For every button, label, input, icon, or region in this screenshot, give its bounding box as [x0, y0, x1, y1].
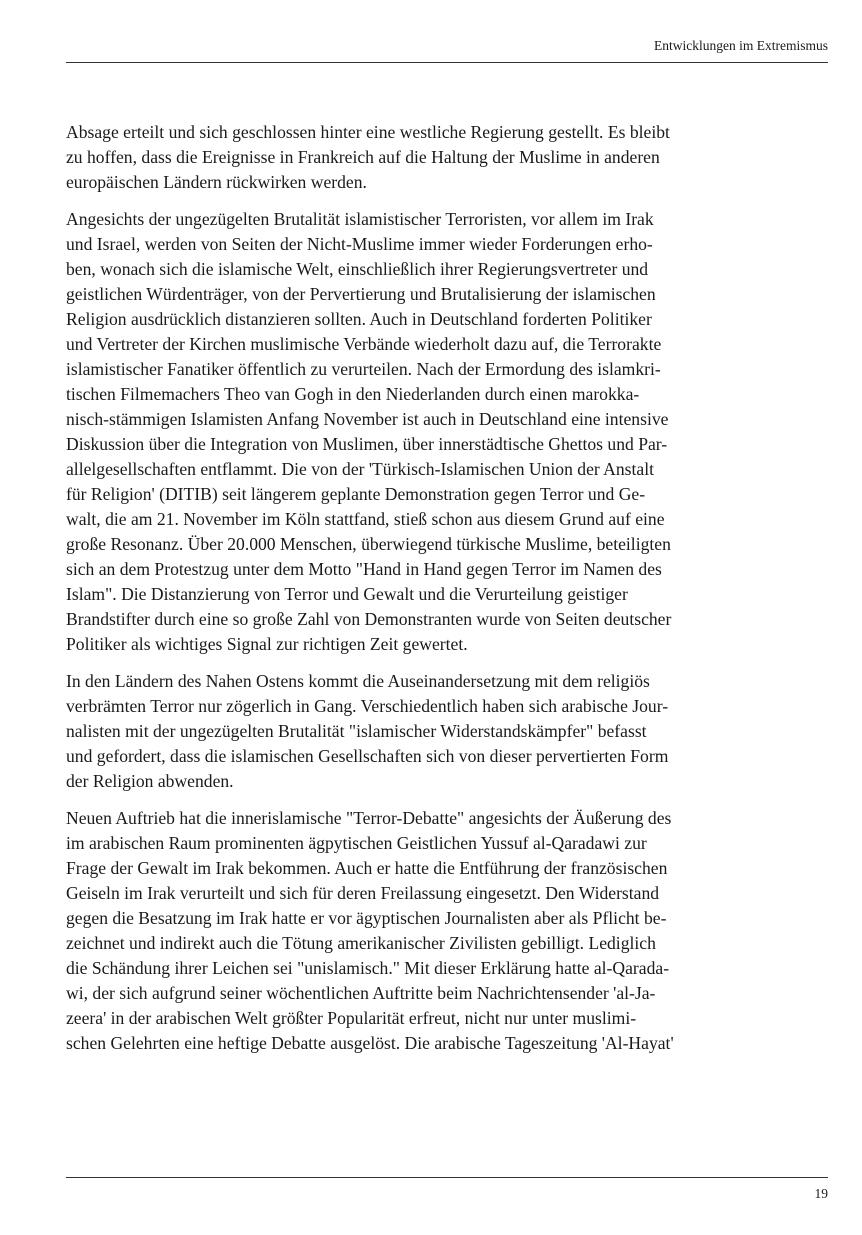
text-line: nalisten mit der ungezügelten Brutalität "islamischer Widerstandskämpfer" befasst [66, 721, 647, 741]
text-line: zeera' in der arabischen Welt größter Popularität erfreut, nicht nur unter muslimi- [66, 1008, 637, 1028]
text-line: und gefordert, dass die islamischen Gesellschaften sich von dieser pervertierten Form [66, 746, 669, 766]
text-line: gegen die Besatzung im Irak hatte er vor ägyptischen Journalisten aber als Pflicht be- [66, 908, 667, 928]
text-line: der Religion abwenden. [66, 771, 234, 791]
paragraph [66, 806, 776, 1056]
text-line: Neuen Auftrieb hat die innerislamische "Terror-Debatte" angesichts der Äußerung des [66, 808, 672, 828]
running-header-title: Entwicklungen im Extremismus [654, 38, 828, 53]
text-line: europäischen Ländern rückwirken werden. [66, 172, 367, 192]
text-line: Politiker als wichtiges Signal zur richtigen Zeit gewertet. [66, 634, 468, 654]
paragraph [66, 120, 776, 195]
text-line: walt, die am 21. November im Köln stattfand, stieß schon aus diesem Grund auf eine [66, 509, 665, 529]
text-line: sich an dem Protestzug unter dem Motto "Hand in Hand gegen Terror im Namen des [66, 559, 662, 579]
text-line: Angesichts der ungezügelten Brutalität islamistischer Terroristen, vor allem im Irak [66, 209, 654, 229]
body-text [66, 120, 776, 1068]
text-line: im arabischen Raum prominenten ägpytischen Geistlichen Yussuf al-Qaradawi zur [66, 833, 647, 853]
text-line: tischen Filmemachers Theo van Gogh in den Niederlanden durch einen marokka- [66, 384, 640, 404]
text-line: große Resonanz. Über 20.000 Menschen, überwiegend türkische Muslime, beteiligten [66, 534, 671, 554]
text-line: islamistischer Fanatiker öffentlich zu verurteilen. Nach der Ermordung des islamkri- [66, 359, 661, 379]
paragraph [66, 207, 776, 657]
paragraph [66, 669, 776, 794]
text-line: Absage erteilt und sich geschlossen hinter eine westliche Regierung gestellt. Es bleibt [66, 122, 670, 142]
text-line: geistlichen Würdenträger, von der Pervertierung und Brutalisierung der islamischen [66, 284, 656, 304]
header-rule [66, 62, 828, 63]
footer-rule [66, 1177, 828, 1178]
text-line: für Religion' (DITIB) seit längerem geplante Demonstration gegen Terror und Ge- [66, 484, 646, 504]
text-line: Islam". Die Distanzierung von Terror und Gewalt und die Verurteilung geistiger [66, 584, 628, 604]
text-line: allelgesellschaften entflammt. Die von der 'Türkisch-Islamischen Union der Anstalt [66, 459, 654, 479]
text-line: Frage der Gewalt im Irak bekommen. Auch er hatte die Entführung der französischen [66, 858, 668, 878]
text-line: ben, wonach sich die islamische Welt, einschließlich ihrer Regierungsvertreter und [66, 259, 649, 279]
text-line: nisch-stämmigen Islamisten Anfang November ist auch in Deutschland eine intensive [66, 409, 669, 429]
text-line: wi, der sich aufgrund seiner wöchentlichen Auftritte beim Nachrichtensender 'al-Ja- [66, 983, 656, 1003]
page-number: 19 [814, 1186, 828, 1201]
text-line: Brandstifter durch eine so große Zahl von Demonstranten wurde von Seiten deutscher [66, 609, 672, 629]
text-line: zeichnet und indirekt auch die Tötung amerikanischer Zivilisten gebilligt. Lediglich [66, 933, 656, 953]
text-line: verbrämten Terror nur zögerlich in Gang. Verschiedentlich haben sich arabische Jour- [66, 696, 669, 716]
text-line: und Vertreter der Kirchen muslimische Verbände wiederholt dazu auf, die Terrorakte [66, 334, 662, 354]
text-line: In den Ländern des Nahen Ostens kommt die Auseinandersetzung mit dem religiös [66, 671, 650, 691]
text-line: zu hoffen, dass die Ereignisse in Frankreich auf die Haltung der Muslime in anderen [66, 147, 660, 167]
text-line: schen Gelehrten eine heftige Debatte ausgelöst. Die arabische Tageszeitung 'Al-Hayat' [66, 1033, 674, 1053]
text-line: die Schändung ihrer Leichen sei "unislamisch." Mit dieser Erklärung hatte al-Qarada- [66, 958, 670, 978]
text-line: Geiseln im Irak verurteilt und sich für deren Freilassung eingesetzt. Den Widerstand [66, 883, 660, 903]
text-line: Religion ausdrücklich distanzieren sollten. Auch in Deutschland forderten Politiker [66, 309, 652, 329]
text-line: und Israel, werden von Seiten der Nicht-Muslime immer wieder Forderungen erho- [66, 234, 653, 254]
text-line: Diskussion über die Integration von Muslimen, über innerstädtische Ghettos und Par- [66, 434, 668, 454]
